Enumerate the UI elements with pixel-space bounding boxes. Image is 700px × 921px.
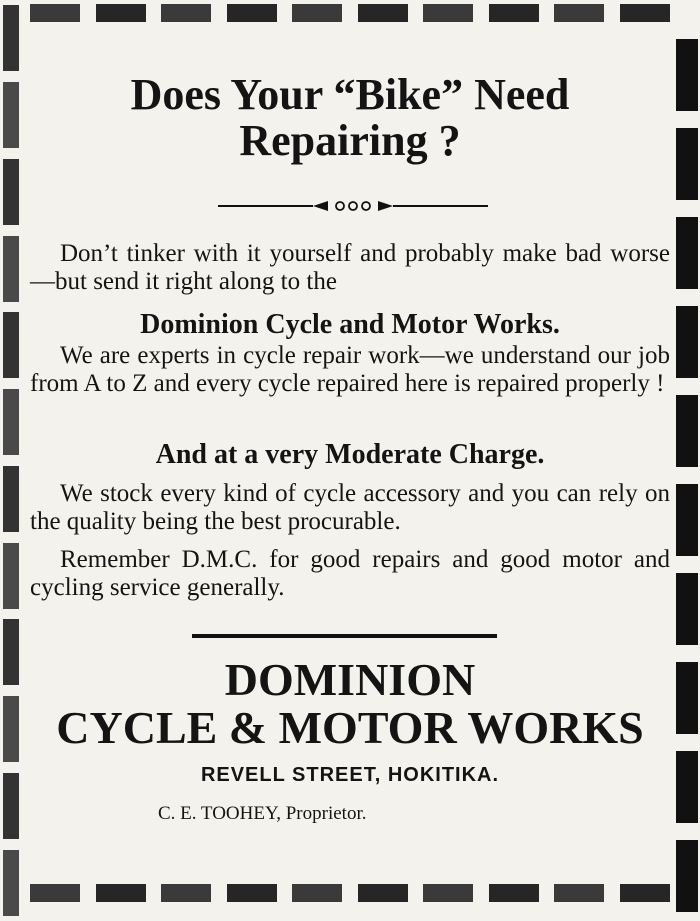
border-block xyxy=(620,4,670,22)
border-block xyxy=(161,4,211,22)
headline-line-2: Repairing ? xyxy=(239,116,461,165)
border-block xyxy=(30,4,80,22)
border-block xyxy=(676,573,698,645)
border-block xyxy=(358,884,408,902)
border-block xyxy=(3,696,19,762)
border-block xyxy=(227,884,277,902)
top-border xyxy=(30,2,670,24)
border-block xyxy=(489,884,539,902)
address: REVELL STREET, HOKITIKA. xyxy=(200,764,500,786)
border-block xyxy=(676,840,698,912)
border-block xyxy=(676,751,698,823)
border-block xyxy=(676,306,698,378)
border-block xyxy=(30,884,80,902)
border-block xyxy=(3,312,19,378)
border-block xyxy=(554,4,604,22)
border-block xyxy=(96,884,146,902)
headline-line-1: Does Your “Bike” Need xyxy=(130,70,570,119)
border-block xyxy=(489,4,539,22)
company-name-inline: Dominion Cycle and Motor Works. xyxy=(140,309,560,340)
border-block xyxy=(676,484,698,556)
border-block xyxy=(161,884,211,902)
proprietor-line: C. E. TOOHEY, Proprietor. xyxy=(158,803,367,824)
right-border xyxy=(674,30,700,921)
footer-name-line-2: CYCLE & MOTOR WORKS xyxy=(56,702,644,753)
paragraph-accessories: We stock every kind of cycle accessory and you can rely on the quality being the best procurable. xyxy=(30,480,670,535)
border-block xyxy=(676,39,698,111)
border-block xyxy=(3,850,19,916)
paragraph-intro: Don’t tinker with it yourself and probably make bad worse—but send it right along to the xyxy=(30,240,670,295)
moderate-charge-line: And at a very Moderate Charge. xyxy=(155,439,545,470)
paragraph-remember: Remember D.M.C. for good repairs and good motor and cycling service generally. xyxy=(30,546,670,601)
border-block xyxy=(3,543,19,609)
border-block xyxy=(96,4,146,22)
bottom-border xyxy=(30,882,670,904)
border-block xyxy=(3,159,19,225)
border-block xyxy=(676,217,698,289)
border-block xyxy=(3,773,19,839)
left-border xyxy=(0,0,22,921)
border-block xyxy=(3,619,19,685)
border-block xyxy=(292,884,342,902)
border-block xyxy=(358,4,408,22)
border-block xyxy=(227,4,277,22)
border-block xyxy=(676,128,698,200)
border-block xyxy=(3,5,19,71)
border-block xyxy=(3,82,19,148)
paragraph-expertise: We are experts in cycle repair work—we understand our job from A to Z and every cycle repaired here is repaired properly ! xyxy=(30,342,670,397)
border-block xyxy=(423,884,473,902)
border-block xyxy=(3,389,19,455)
border-block xyxy=(3,466,19,532)
border-block xyxy=(620,884,670,902)
border-block xyxy=(292,4,342,22)
border-block xyxy=(676,395,698,467)
ornamental-divider xyxy=(218,196,488,216)
border-block xyxy=(554,884,604,902)
horizontal-rule xyxy=(192,634,497,638)
border-block xyxy=(3,236,19,302)
footer-name-line-1: DOMINION xyxy=(224,654,476,705)
border-block xyxy=(423,4,473,22)
